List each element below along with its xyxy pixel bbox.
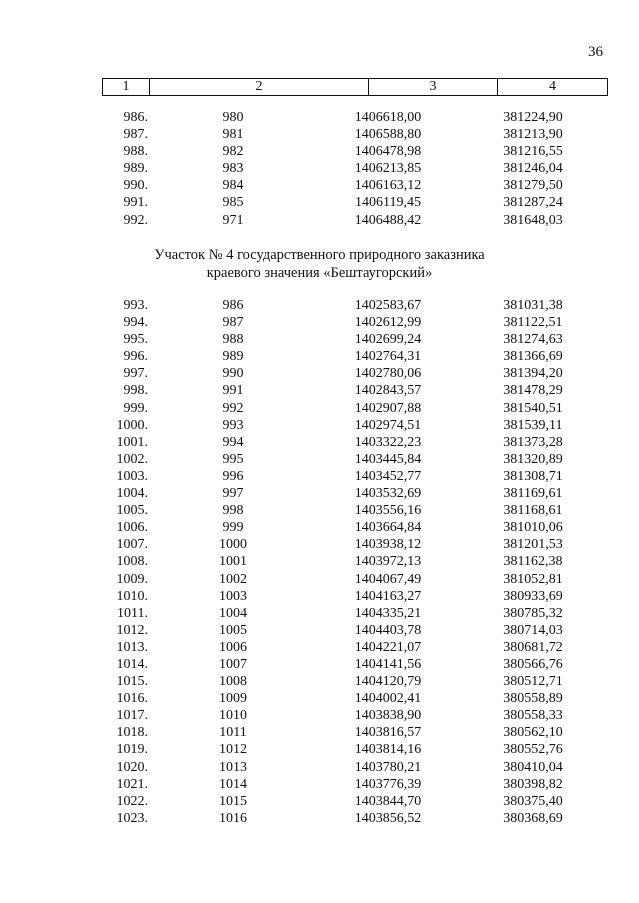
point-number: 1012 — [219, 742, 247, 758]
y-coordinate: 380398,82 — [503, 776, 563, 792]
y-coordinate: 380368,69 — [503, 810, 563, 826]
x-coordinate: 1403844,70 — [354, 793, 422, 809]
point-number: 986 — [222, 298, 244, 313]
x-coordinate: 1406488,42 — [354, 212, 422, 228]
y-coordinate: 381052,81 — [503, 571, 563, 587]
row-number: 1002. — [116, 451, 148, 467]
row-number: 1019. — [116, 742, 148, 758]
y-coordinate: 381478,29 — [503, 383, 563, 399]
y-coordinate: 380552,76 — [503, 742, 563, 758]
point-number: 1006 — [219, 639, 247, 655]
y-coordinate: 381168,61 — [503, 503, 563, 519]
point-number: 998 — [222, 503, 244, 519]
x-coordinate: 1404067,49 — [354, 571, 422, 587]
x-coordinate: 1403814,16 — [354, 742, 422, 758]
point-number: 981 — [222, 127, 244, 143]
row-number: 1016. — [116, 691, 148, 707]
y-coordinate: 381246,04 — [503, 161, 563, 177]
y-coordinate: 381366,69 — [503, 349, 563, 365]
row-number: 1014. — [116, 656, 148, 672]
point-number: 993 — [222, 417, 244, 433]
column-header-4: 4 — [498, 79, 608, 96]
point-number: 980 — [222, 110, 244, 125]
table-row — [102, 810, 608, 827]
y-coordinate: 381648,03 — [503, 212, 563, 228]
row-number: 1001. — [116, 434, 148, 450]
table-row — [102, 690, 608, 707]
x-coordinate: 1403856,52 — [354, 810, 422, 826]
row-number: 1011. — [117, 605, 148, 621]
row-number: 987. — [123, 127, 148, 143]
page-number: 36 — [588, 44, 603, 60]
table-row — [102, 536, 608, 553]
table-row — [102, 485, 608, 502]
coordinates-table-section-1 — [102, 109, 608, 229]
table-row — [102, 126, 608, 143]
row-number: 989. — [123, 161, 148, 177]
y-coordinate: 380714,03 — [503, 622, 563, 638]
y-coordinate: 380375,40 — [503, 793, 563, 809]
point-number: 985 — [222, 195, 244, 211]
y-coordinate: 381031,38 — [503, 298, 563, 313]
table-row — [102, 776, 608, 793]
table-row — [102, 160, 608, 177]
row-number: 1012. — [116, 622, 148, 638]
y-coordinate: 381373,28 — [503, 434, 563, 450]
section-title-line-2: краевого значения «Бештаугорский» — [206, 265, 433, 281]
table-row — [102, 468, 608, 485]
section-title — [0, 246, 639, 282]
table-row — [102, 194, 608, 211]
point-number: 983 — [222, 161, 244, 177]
point-number: 999 — [222, 520, 244, 536]
table-row — [102, 502, 608, 519]
table-row — [102, 793, 608, 810]
point-number: 1007 — [219, 656, 247, 672]
table-row — [102, 212, 608, 229]
table-row — [102, 177, 608, 194]
row-number: 1021. — [116, 776, 148, 792]
point-number: 996 — [222, 468, 244, 484]
table-row — [102, 759, 608, 776]
point-number: 1000 — [219, 537, 247, 553]
x-coordinate: 1402907,88 — [354, 400, 422, 416]
column-header-table — [102, 78, 608, 96]
y-coordinate: 381279,50 — [503, 178, 563, 194]
table-row — [102, 571, 608, 588]
coordinates-table-section-2 — [102, 297, 608, 827]
y-coordinate: 381201,53 — [503, 537, 563, 553]
table-row — [102, 656, 608, 673]
table-row — [102, 707, 608, 724]
y-coordinate: 380410,04 — [503, 759, 563, 775]
y-coordinate: 380681,72 — [503, 639, 563, 655]
point-number: 1010 — [219, 708, 247, 724]
table-row — [102, 588, 608, 605]
row-number: 986. — [123, 110, 148, 125]
row-number: 1004. — [116, 486, 148, 502]
x-coordinate: 1403445,84 — [354, 451, 422, 467]
x-coordinate: 1406163,12 — [354, 178, 422, 194]
point-number: 1005 — [219, 622, 247, 638]
column-header-3: 3 — [369, 79, 498, 96]
point-number: 987 — [222, 315, 244, 331]
x-coordinate: 1404002,41 — [354, 691, 422, 707]
column-header-row — [103, 79, 608, 96]
point-number: 1011 — [219, 725, 247, 741]
row-number: 1020. — [116, 759, 148, 775]
row-number: 1018. — [116, 725, 148, 741]
row-number: 988. — [123, 144, 148, 160]
table-row — [102, 417, 608, 434]
y-coordinate: 381287,24 — [503, 195, 563, 211]
point-number: 1015 — [219, 793, 247, 809]
point-number: 992 — [222, 400, 244, 416]
point-number: 984 — [222, 178, 244, 194]
point-number: 971 — [222, 212, 244, 228]
point-number: 1016 — [219, 810, 247, 826]
x-coordinate: 1403556,16 — [354, 503, 422, 519]
y-coordinate: 380566,76 — [503, 656, 563, 672]
x-coordinate: 1404141,56 — [354, 656, 422, 672]
row-number: 993. — [123, 298, 148, 313]
point-number: 995 — [222, 451, 244, 467]
row-number: 1006. — [116, 520, 148, 536]
x-coordinate: 1402699,24 — [354, 332, 422, 348]
x-coordinate: 1402843,57 — [354, 383, 422, 399]
y-coordinate: 380558,33 — [503, 708, 563, 724]
column-header-1: 1 — [103, 79, 150, 96]
table-row — [102, 365, 608, 382]
table-row — [102, 451, 608, 468]
row-number: 998. — [123, 383, 148, 399]
point-number: 988 — [222, 332, 244, 348]
table-row — [102, 348, 608, 365]
row-number: 991. — [123, 195, 148, 211]
row-number: 1009. — [116, 571, 148, 587]
x-coordinate: 1402780,06 — [354, 366, 422, 382]
x-coordinate: 1402764,31 — [354, 349, 422, 365]
point-number: 1013 — [219, 759, 247, 775]
x-coordinate: 1406478,98 — [354, 144, 422, 160]
point-number: 989 — [222, 349, 244, 365]
y-coordinate: 381213,90 — [503, 127, 563, 143]
point-number: 990 — [222, 366, 244, 382]
table-row — [102, 605, 608, 622]
y-coordinate: 381539,11 — [503, 417, 563, 433]
row-number: 994. — [123, 315, 148, 331]
x-coordinate: 1402974,51 — [354, 417, 422, 433]
x-coordinate: 1406119,45 — [355, 195, 421, 211]
x-coordinate: 1404221,07 — [354, 639, 422, 655]
row-number: 1000. — [116, 417, 148, 433]
table-row — [102, 331, 608, 348]
y-coordinate: 380933,69 — [503, 588, 563, 604]
point-number: 991 — [222, 383, 244, 399]
y-coordinate: 381540,51 — [503, 400, 563, 416]
y-coordinate: 380558,89 — [503, 691, 563, 707]
row-number: 1010. — [116, 588, 148, 604]
y-coordinate: 381122,51 — [503, 315, 563, 331]
y-coordinate: 381169,61 — [503, 486, 563, 502]
x-coordinate: 1403532,69 — [354, 486, 422, 502]
table-row — [102, 622, 608, 639]
table-row — [102, 109, 608, 126]
x-coordinate: 1406213,85 — [354, 161, 422, 177]
row-number: 1017. — [116, 708, 148, 724]
point-number: 1009 — [219, 691, 247, 707]
table-row — [102, 519, 608, 536]
x-coordinate: 1403938,12 — [354, 537, 422, 553]
y-coordinate: 381394,20 — [503, 366, 563, 382]
x-coordinate: 1403780,21 — [354, 759, 422, 775]
x-coordinate: 1403664,84 — [354, 520, 422, 536]
point-number: 1014 — [219, 776, 247, 792]
x-coordinate: 1403776,39 — [354, 776, 422, 792]
point-number: 1004 — [219, 605, 247, 621]
x-coordinate: 1406588,80 — [354, 127, 422, 143]
table-row — [102, 143, 608, 160]
y-coordinate: 381274,63 — [503, 332, 563, 348]
point-number: 1001 — [219, 554, 247, 570]
section-title-line-1: Участок № 4 государственного природного заказника — [154, 247, 485, 263]
table-row — [102, 724, 608, 741]
row-number: 990. — [123, 178, 148, 194]
row-number: 1013. — [116, 639, 148, 655]
y-coordinate: 381224,90 — [503, 110, 563, 125]
x-coordinate: 1404120,79 — [354, 674, 422, 690]
table-row — [102, 382, 608, 399]
y-coordinate: 381010,06 — [503, 520, 563, 536]
x-coordinate: 1403322,23 — [354, 434, 422, 450]
x-coordinate: 1404335,21 — [354, 605, 422, 621]
point-number: 1002 — [219, 571, 247, 587]
table-row — [102, 297, 608, 314]
row-number: 1015. — [116, 674, 148, 690]
x-coordinate: 1404403,78 — [354, 622, 422, 638]
x-coordinate: 1403452,77 — [354, 468, 422, 484]
row-number: 1007. — [116, 537, 148, 553]
y-coordinate: 381216,55 — [503, 144, 563, 160]
x-coordinate: 1402612,99 — [354, 315, 422, 331]
point-number: 997 — [222, 486, 244, 502]
x-coordinate: 1403838,90 — [354, 708, 422, 724]
x-coordinate: 1403816,57 — [354, 725, 422, 741]
row-number: 995. — [123, 332, 148, 348]
row-number: 992. — [123, 212, 148, 228]
y-coordinate: 380562,10 — [503, 725, 563, 741]
row-number: 996. — [123, 349, 148, 365]
row-number: 1022. — [116, 793, 148, 809]
point-number: 1008 — [219, 674, 247, 690]
table-row — [102, 673, 608, 690]
row-number: 999. — [123, 400, 148, 416]
y-coordinate: 381162,38 — [503, 554, 563, 570]
y-coordinate: 381308,71 — [503, 468, 563, 484]
x-coordinate: 1406618,00 — [354, 110, 422, 125]
x-coordinate: 1404163,27 — [354, 588, 422, 604]
row-number: 1008. — [116, 554, 148, 570]
table-row — [102, 553, 608, 570]
row-number: 1005. — [116, 503, 148, 519]
table-row — [102, 314, 608, 331]
row-number: 1023. — [116, 810, 148, 826]
y-coordinate: 380512,71 — [503, 674, 563, 690]
table-row — [102, 400, 608, 417]
table-row — [102, 741, 608, 758]
point-number: 1003 — [219, 588, 247, 604]
point-number: 982 — [222, 144, 244, 160]
table-row — [102, 434, 608, 451]
row-number: 1003. — [116, 468, 148, 484]
y-coordinate: 381320,89 — [503, 451, 563, 467]
x-coordinate: 1402583,67 — [354, 298, 422, 313]
point-number: 994 — [222, 434, 244, 450]
x-coordinate: 1403972,13 — [354, 554, 422, 570]
table-row — [102, 639, 608, 656]
y-coordinate: 380785,32 — [503, 605, 563, 621]
row-number: 997. — [123, 366, 148, 382]
column-header-2: 2 — [150, 79, 369, 96]
